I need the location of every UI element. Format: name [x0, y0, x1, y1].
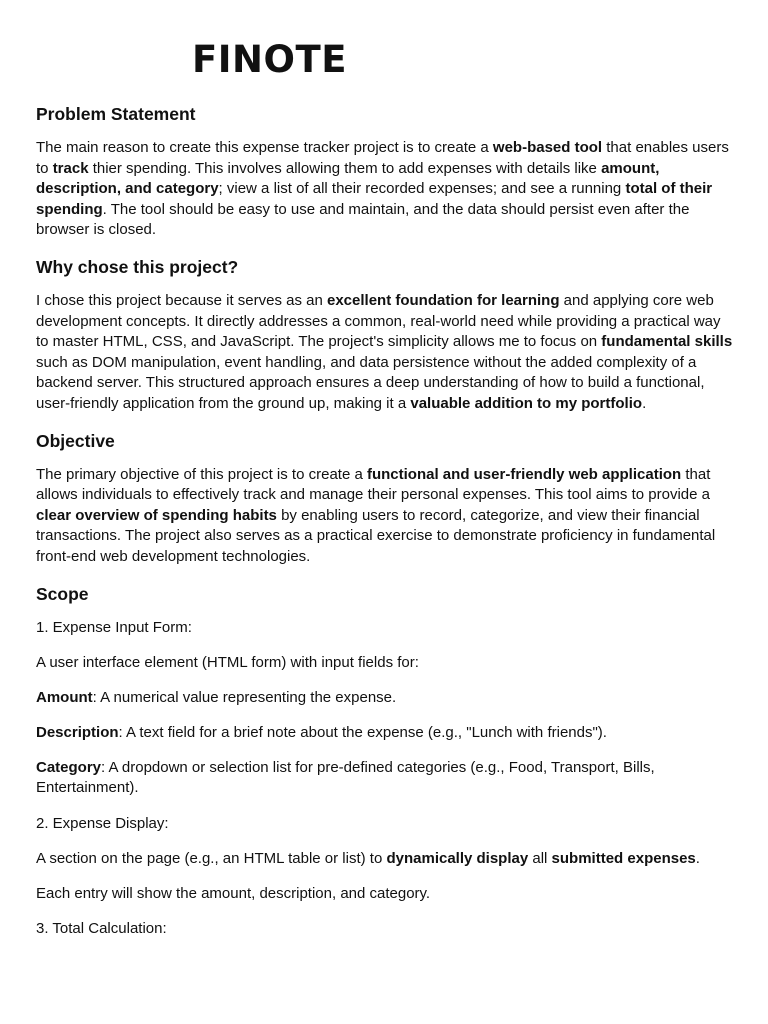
why-chose-heading: Why chose this project? [36, 256, 239, 277]
document-title: FINOTE [192, 38, 347, 81]
scope-item-2-entry: Each entry will show the amount, description, and category. [36, 884, 431, 902]
scope-amount-line: Amount: A numerical value representing the expense. [36, 688, 397, 706]
scope-item-1-intro: A user interface element (HTML form) with input fields for: [36, 653, 419, 671]
objective-paragraph: The primary objective of this project is to create a functional and user-friendly web application that allows individuals to effectively track and manage their personal expenses. This tool aims to provide a clear overview of spending habits by enabling users to record, categorize, and view their financial transactions. The project also serves as a practical exercise to demonstrate proficiency in fundamental front-end web development technologies. [36, 465, 716, 565]
problem-statement-paragraph: The main reason to create this expense tracker project is to create a web-based tool that enables users to track thier spending. This involves allowing them to add expenses with details like amount, description, and category; view a list of all their recorded expenses; and see a running total of their spending. The tool should be easy to use and maintain, and the data should persist even after the browser is closed. [36, 139, 729, 239]
scope-item-2-body: A section on the page (e.g., an HTML table or list) to dynamically display all submitted expenses. [36, 849, 700, 867]
scope-category-line: Category: A dropdown or selection list for pre-defined categories (e.g., Food, Transport, Bills, Entertainment). [36, 758, 655, 797]
why-chose-paragraph: I chose this project because it serves as an excellent foundation for learning and applying core web development concepts. It directly addresses a common, real-world need while providing a practical way to master HTML, CSS, and JavaScript. The project's simplicity allows me to focus on fundamental skills such as DOM manipulation, event handling, and data persistence without the added complexity of a backend server. This structured approach ensures a deep understanding of how to build a functional, user-friendly application from the ground up, making it a valuable addition to my portfolio. [36, 291, 733, 412]
scope-item-2-title: 2. Expense Display: [36, 814, 169, 832]
objective-heading: Objective [36, 430, 115, 451]
problem-statement-heading: Problem Statement [36, 104, 196, 124]
scope-item-3-title: 3. Total Calculation: [36, 919, 167, 937]
scope-item-1-title: 1. Expense Input Form: [36, 618, 192, 636]
scope-description-line: Description: A text field for a brief note about the expense (e.g., "Lunch with friends"). [36, 723, 607, 741]
scope-heading: Scope [36, 583, 89, 604]
document-body [36, 102, 736, 939]
